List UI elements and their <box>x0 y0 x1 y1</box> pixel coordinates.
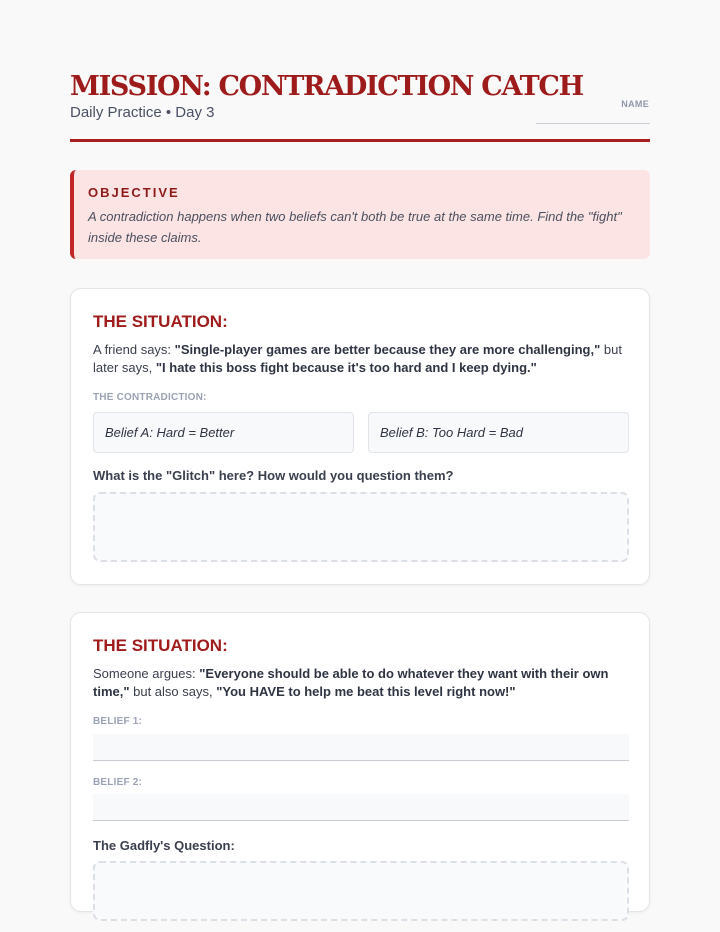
contradiction-label: THE CONTRADICTION: <box>93 392 207 403</box>
belief-1-field[interactable] <box>93 734 629 761</box>
situation-quote-b: "You HAVE to help me beat this level right now!" <box>216 684 516 699</box>
situation-intro: A friend says: <box>93 342 175 357</box>
name-field[interactable] <box>536 94 650 124</box>
gadfly-question: The Gadfly's Question: <box>93 838 235 853</box>
belief-2-field[interactable] <box>93 794 629 821</box>
belief-b-box: Belief B: Too Hard = Bad <box>368 412 629 453</box>
belief-a-box: Belief A: Hard = Better <box>93 412 354 453</box>
situation-quote-b: "I hate this boss fight because it's too hard and I keep dying." <box>155 360 537 375</box>
header <box>70 0 650 142</box>
belief-2-label: BELIEF 2: <box>93 777 143 788</box>
glitch-answer-box[interactable] <box>93 492 629 562</box>
objective-callout <box>70 170 650 259</box>
page-title: MISSION: CONTRADICTION CATCH <box>70 71 583 102</box>
objective-label: OBJECTIVE <box>88 185 180 200</box>
glitch-question: What is the "Glitch" here? How would you question them? <box>93 468 454 483</box>
situation-card-2 <box>70 612 650 912</box>
situation-quote-a: "Single-player games are better because they are more challenging," <box>174 342 601 357</box>
situation-text <box>93 665 629 701</box>
situation-text <box>93 341 629 377</box>
situation-intro: Someone argues: <box>93 666 200 681</box>
page-subtitle: Daily Practice • Day 3 <box>70 104 215 121</box>
situation-quote-a: "Everyone should be able to do whatever they want with their own time," <box>93 666 609 699</box>
situation-title: THE SITUATION: <box>93 312 228 331</box>
situation-card-1 <box>70 288 650 585</box>
name-label: NAME <box>621 99 649 109</box>
objective-text: A contradiction happens when two beliefs can't both be true at the same time. Find the "fight" inside these claims. <box>88 209 622 245</box>
situation-middle: but later says, <box>93 342 622 375</box>
situation-middle: but also says, <box>129 684 217 699</box>
situation-title: THE SITUATION: <box>93 636 228 655</box>
gadfly-answer-box[interactable] <box>93 861 629 921</box>
belief-1-label: BELIEF 1: <box>93 716 143 727</box>
